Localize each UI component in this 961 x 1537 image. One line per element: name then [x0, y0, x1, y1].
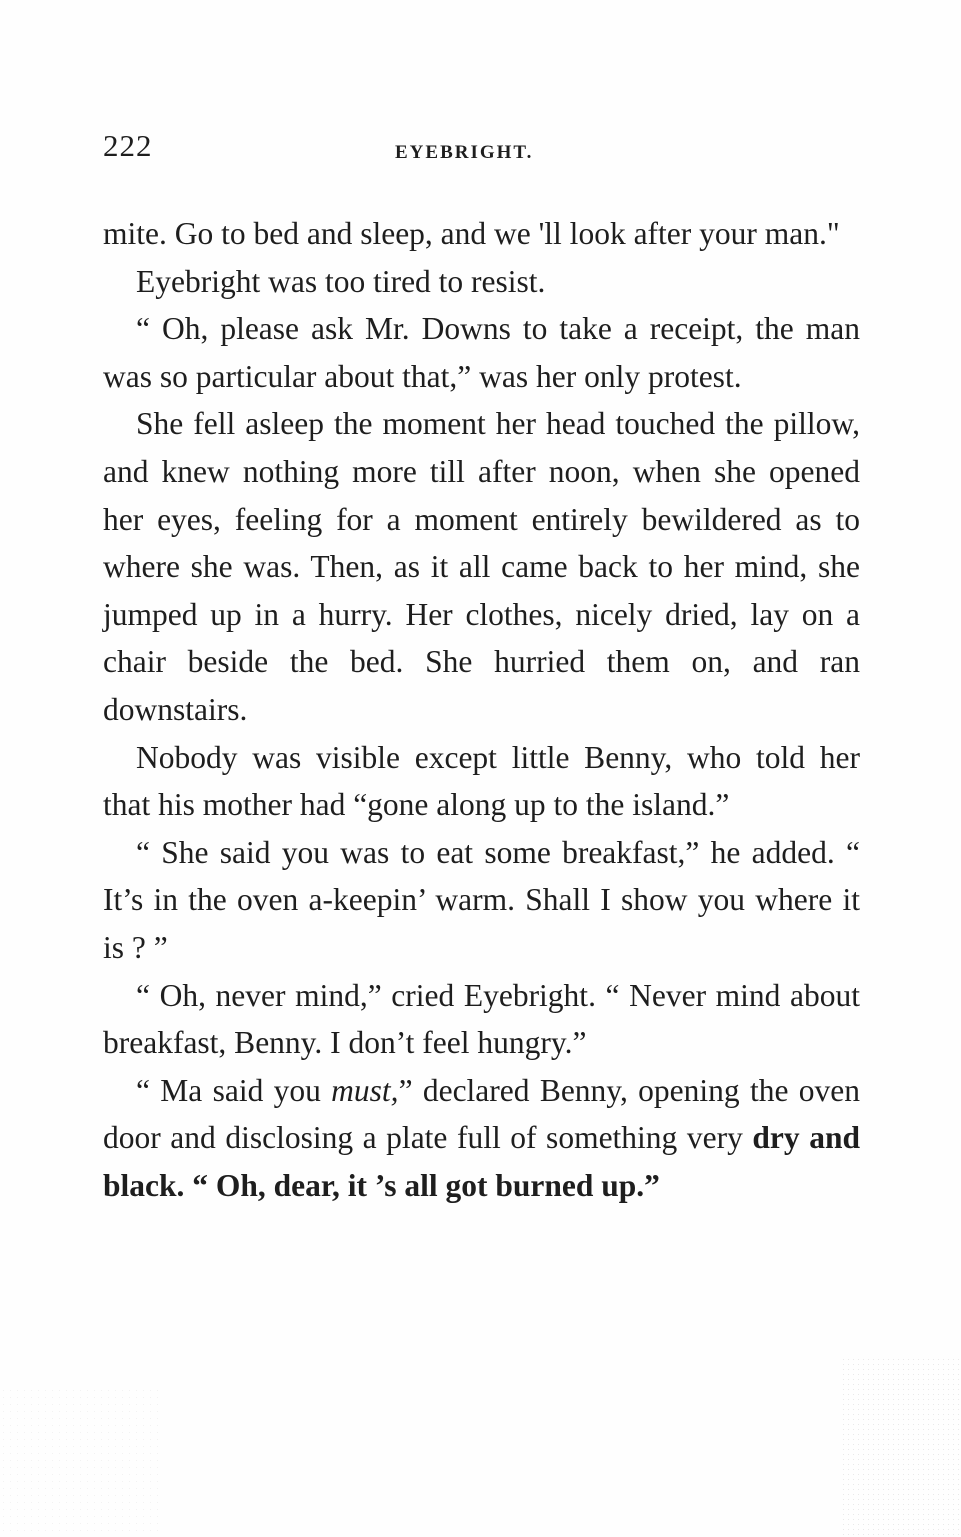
paragraph: “ Oh, never mind,” cried Eyebright. “ Never mind about breakfast, Benny. I don’t feel hungry.” — [103, 977, 860, 1061]
final-paragraph — [103, 1067, 860, 1210]
paragraph: “ Oh, please ask Mr. Downs to take a receipt, the man was so particular about that,” was her only protest. — [103, 311, 860, 394]
paper-speckle-texture — [841, 1357, 961, 1537]
final-paragraph-bold-tail: dry and black. “ Oh, dear, it ’s all got burned up.” — [103, 1120, 860, 1203]
paragraph: Nobody was visible except little Benny, who told her that his mother had “gone along up to the island.” — [103, 739, 860, 823]
page-header — [103, 128, 860, 168]
emphasized-word: must, — [331, 1072, 399, 1108]
paragraph: Eyebright was too tired to resist. — [136, 263, 546, 299]
paragraph: She fell asleep the moment her head touched the pillow, and knew nothing more till after noon, when she opened her eyes, feeling for a moment entirely bewildered as to where she was. Then, as it all came back to her mind, she jumped up in a hurry. Her clothes, nicely dried, lay on a chair beside the bed. She hurried them on, and ran downstairs. — [103, 406, 860, 727]
paper-speckle-texture-left — [0, 1387, 160, 1537]
body-text — [103, 210, 860, 1209]
paragraph: “ She said you was to eat some breakfast,” he added. “ It’s in the oven a-keepin’ warm. Shall I show you where it is ? ” — [103, 834, 860, 965]
final-paragraph-middle: ” declared Benny, opening the oven door and disclosing a plate full of something very — [103, 1072, 860, 1156]
running-title: EYEBRIGHT. — [395, 142, 534, 163]
paragraph: mite. Go to bed and sleep, and we 'll look after your man." — [103, 216, 840, 251]
final-paragraph-start: “ Ma said you — [136, 1072, 332, 1108]
page-number: 222 — [103, 128, 153, 163]
